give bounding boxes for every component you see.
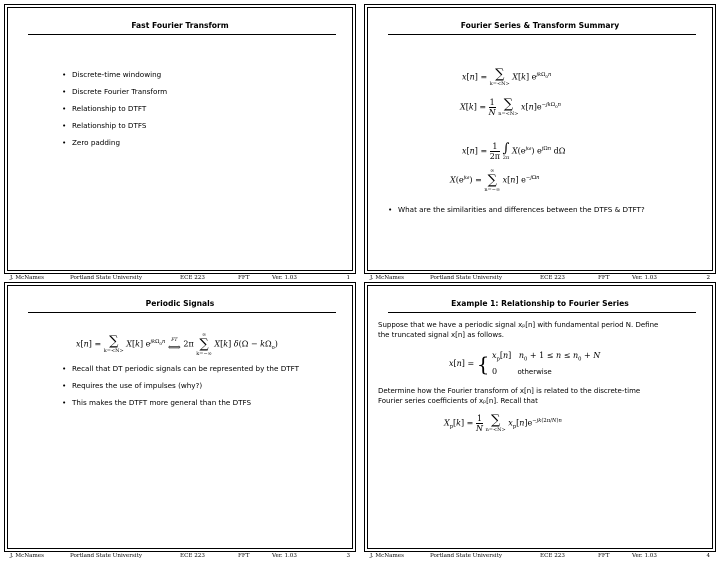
bullet-list bbox=[388, 205, 658, 222]
footer-page-number: 2 bbox=[706, 275, 710, 281]
bullet-list bbox=[62, 364, 299, 415]
bullet-list bbox=[62, 70, 167, 155]
slide-footer bbox=[10, 553, 350, 562]
footer-course: ECE 223 bbox=[540, 275, 565, 281]
list-item: • Relationship to DTFS bbox=[62, 121, 167, 130]
footer-page-number: 1 bbox=[346, 275, 350, 281]
intro-paragraph: Suppose that we have a periodic signal xₚ[n] with fundamental period N. Define the truncated signal x[n] as follows. bbox=[378, 321, 659, 339]
dtft-synthesis-equation: x[n] = $\frac{1}{2\pi}$ ∫ 2π $X(e^{j\omega})$ $e^{j\Omega n}$ dΩ bbox=[462, 141, 566, 161]
footer-course: ECE 223 bbox=[180, 275, 205, 281]
list-item: • What are the similarities and differences between the DTFS & DTFT? bbox=[388, 205, 658, 214]
footer-university: Portland State University bbox=[70, 275, 142, 281]
title-rule bbox=[388, 34, 696, 35]
slide-inner-border bbox=[367, 7, 713, 271]
footer-author: J. McNames bbox=[370, 553, 404, 559]
slide-footer bbox=[370, 553, 710, 562]
footer-university: Portland State University bbox=[430, 553, 502, 559]
dtfs-analysis-equation: X[k] = $\frac{1}{N}$ ∑ n=<N> $x[n]e^{-jk\Omega_on}$ bbox=[460, 97, 562, 117]
slide-title: Fast Fourier Transform bbox=[131, 21, 229, 30]
slide-1 bbox=[4, 4, 356, 281]
list-item: • Zero padding bbox=[62, 138, 167, 147]
list-item: • Recall that DT periodic signals can be represented by the DTFT bbox=[62, 364, 299, 373]
footer-topic: FFT bbox=[238, 553, 250, 559]
footer-version: Ver. 1.03 bbox=[632, 553, 657, 559]
footer-course: ECE 223 bbox=[180, 553, 205, 559]
slide-2 bbox=[364, 4, 716, 281]
title-rule bbox=[388, 312, 696, 313]
dtfs-synthesis-equation: x[n] = ∑ k=<N> X[k] $e^{jk\Omega_on}$ bbox=[462, 67, 552, 87]
slide-4 bbox=[364, 282, 716, 559]
slide-title: Periodic Signals bbox=[145, 299, 215, 308]
list-item: • Discrete Fourier Transform bbox=[62, 87, 167, 96]
periodic-signal-dtft-equation: x[n] = ∑ k=<N> X[k] $e^{jk\Omega_on}$ FT ⟺ 2π ∞ ∑ k=−∞ X[k] $\delta(\Omega - k\Omega_o)$ bbox=[76, 332, 278, 357]
list-item: • This makes the DTFT more general than the DTFS bbox=[62, 398, 299, 407]
footer-university: Portland State University bbox=[430, 275, 502, 281]
list-item: • Requires the use of impulses (why?) bbox=[62, 381, 299, 390]
slide-3 bbox=[4, 282, 356, 559]
footer-page-number: 4 bbox=[706, 553, 710, 559]
dtfs-coefficient-equation: $X_p[k]$ = $\frac{1}{N}$ ∑ n=<N> $x_p[n]e^{-jk(2\pi/N)n}$ bbox=[444, 413, 562, 433]
slide-title: Fourier Series & Transform Summary bbox=[460, 21, 620, 30]
footer-version: Ver. 1.03 bbox=[632, 275, 657, 281]
footer-university: Portland State University bbox=[70, 553, 142, 559]
footer-author: J. McNames bbox=[10, 275, 44, 281]
list-item: • Relationship to DTFT bbox=[62, 104, 167, 113]
slide-inner-border bbox=[7, 285, 353, 549]
slide-inner-border bbox=[7, 7, 353, 271]
footer-topic: FFT bbox=[598, 553, 610, 559]
title-rule bbox=[28, 312, 336, 313]
list-item: • Discrete-time windowing bbox=[62, 70, 167, 79]
footer-author: J. McNames bbox=[10, 553, 44, 559]
footer-page-number: 3 bbox=[346, 553, 350, 559]
footer-author: J. McNames bbox=[370, 275, 404, 281]
dtft-analysis-equation: $X(e^{j\omega})$ = ∞ ∑ n=−∞ x[n] $e^{-j\Omega n}$ bbox=[450, 168, 540, 193]
footer-version: Ver. 1.03 bbox=[272, 553, 297, 559]
otherwise-label: otherwise bbox=[517, 367, 552, 376]
footer-version: Ver. 1.03 bbox=[272, 275, 297, 281]
truncated-signal-definition: x[n] = { $x_p[n] n_0 + 1 \le n \le n_0 + N$ 0 otherwise bbox=[449, 351, 601, 376]
footer-topic: FFT bbox=[598, 275, 610, 281]
question-paragraph: Determine how the Fourier transform of x[n] is related to the discrete-time Fourier series coefficients of xₚ[n]. Recall that bbox=[378, 387, 641, 405]
footer-topic: FFT bbox=[238, 275, 250, 281]
footer-course: ECE 223 bbox=[540, 553, 565, 559]
title-rule bbox=[28, 34, 336, 35]
slide-title: Example 1: Relationship to Fourier Series bbox=[451, 299, 629, 308]
